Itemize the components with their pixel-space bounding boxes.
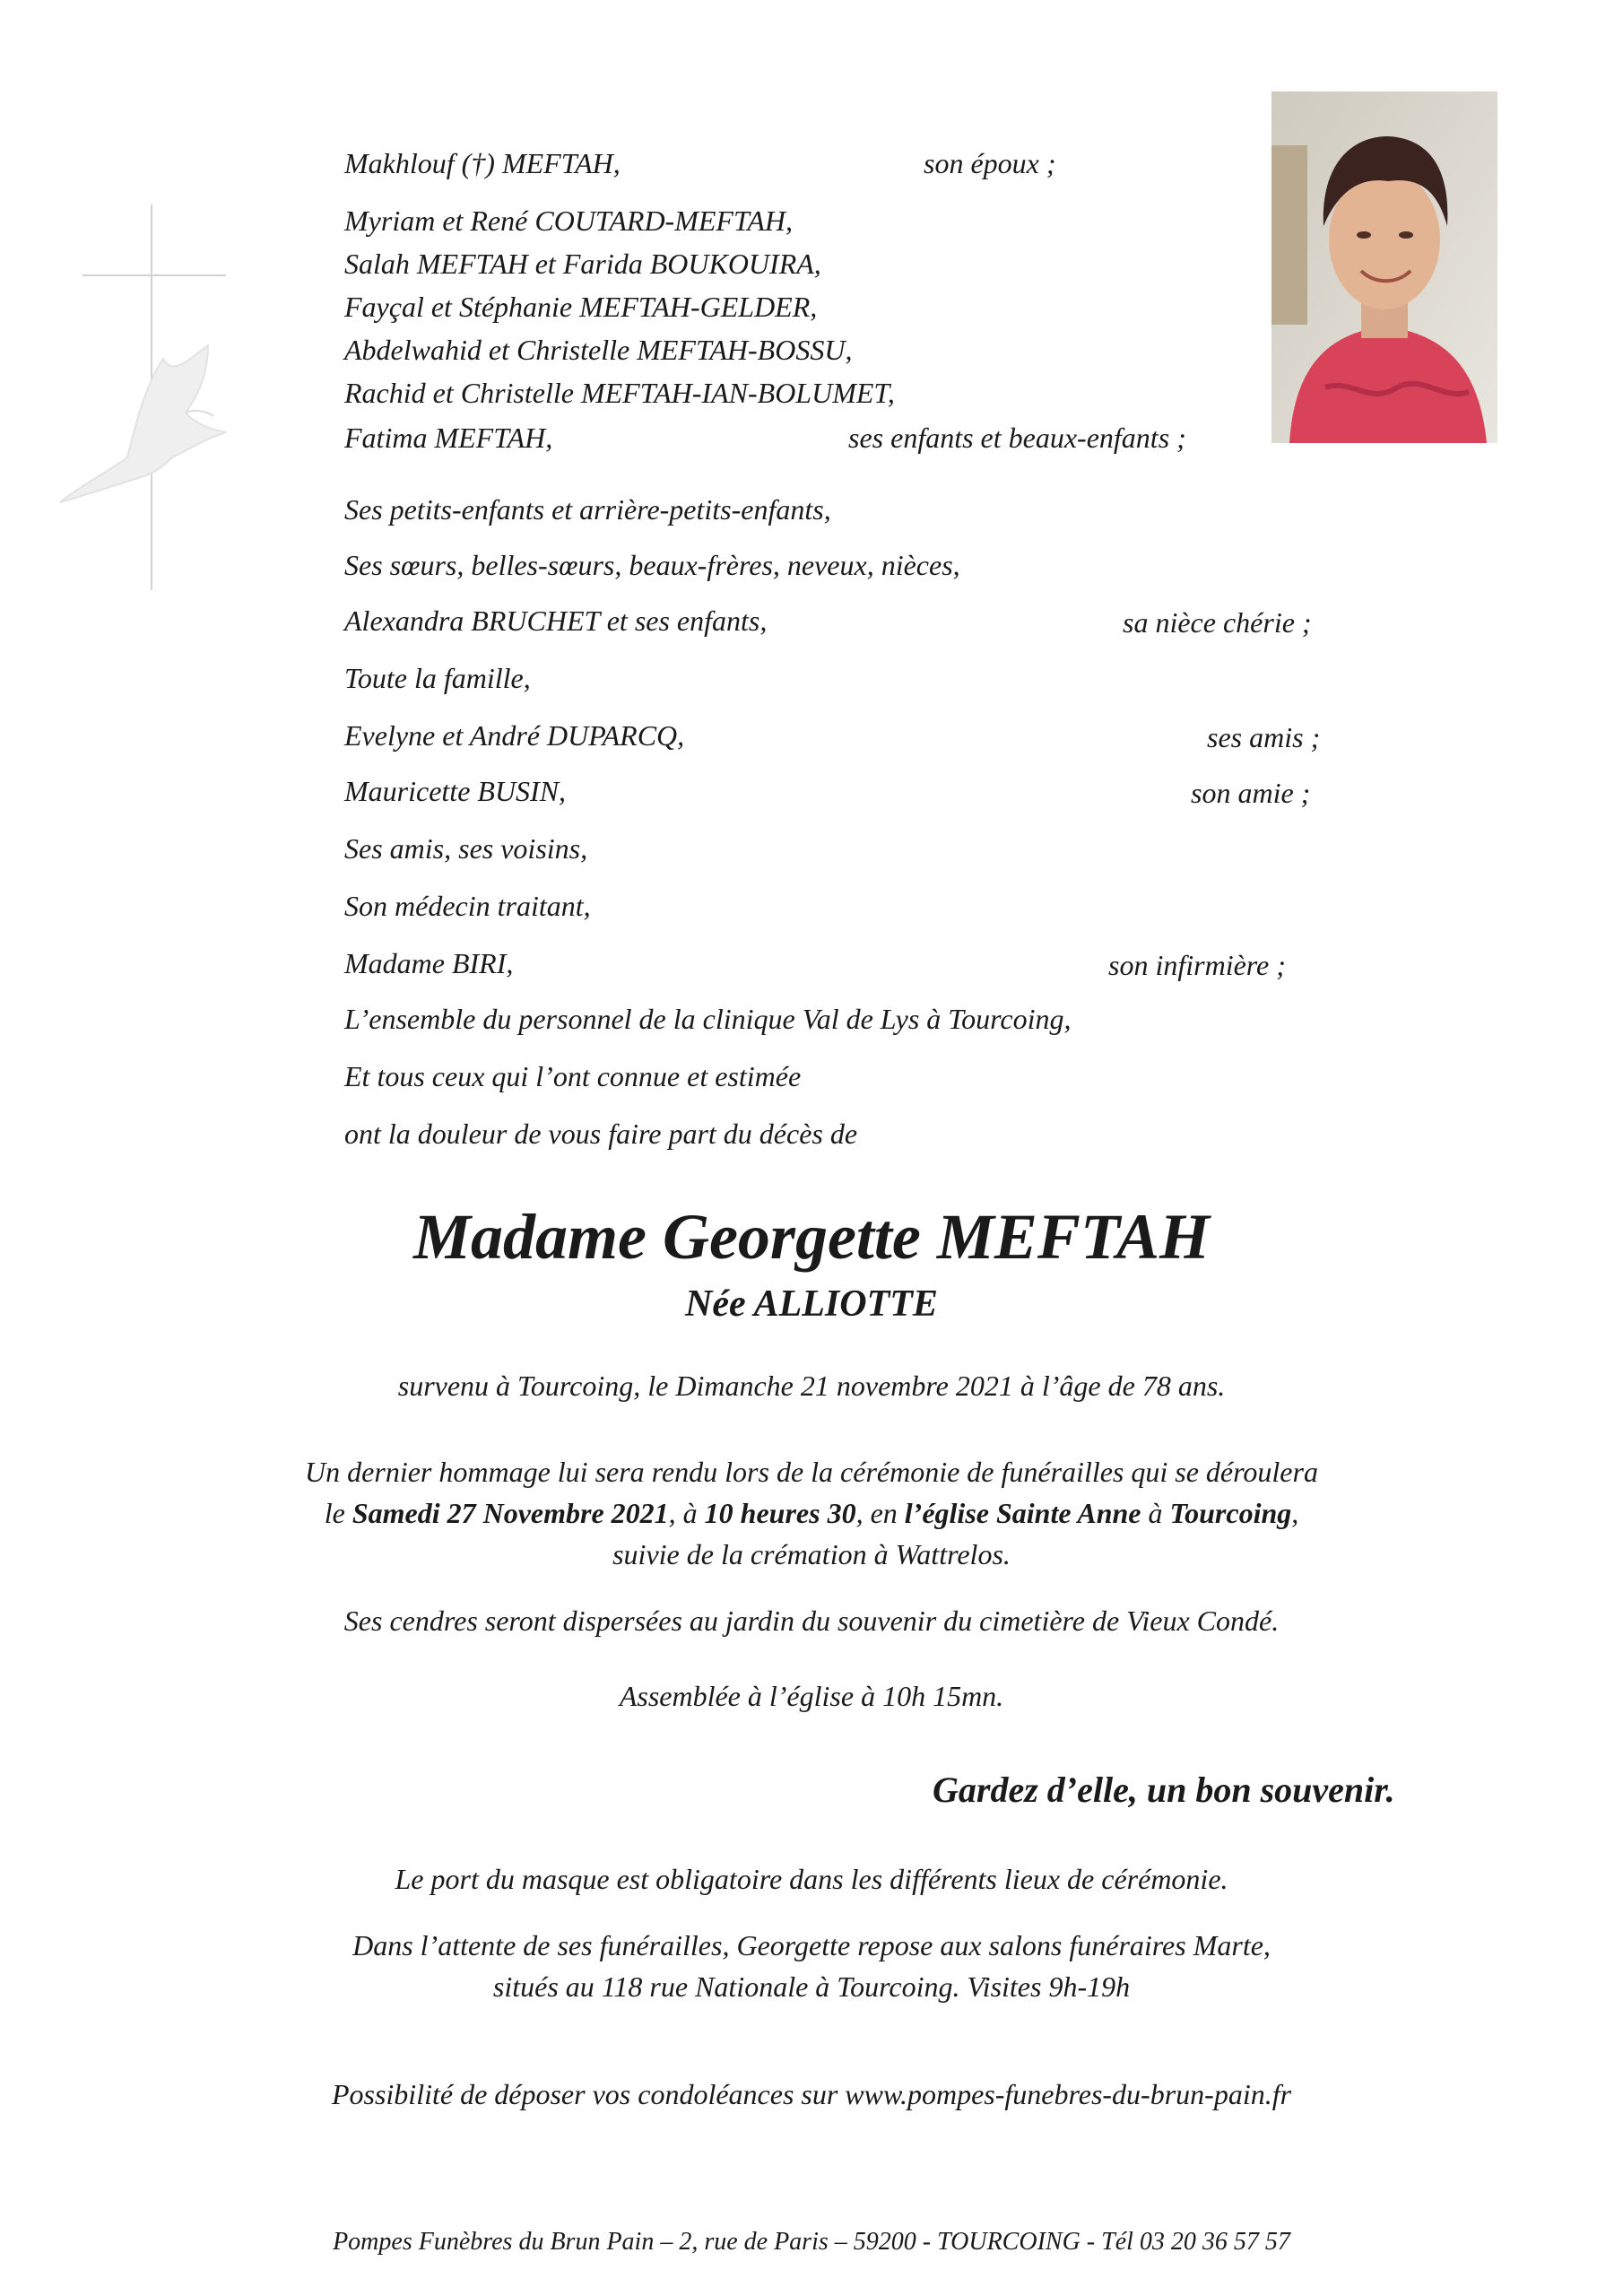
family-name-17: L’ensemble du personnel de la clinique Val de Lys à Tourcoing,	[344, 1003, 1072, 1035]
ceremony-date: Samedi 27 Novembre 2021	[352, 1497, 669, 1529]
cross-horizontal-bar	[82, 274, 226, 276]
family-name-3: Salah MEFTAH et Farida BOUKOUIRA,	[344, 248, 821, 280]
ceremony-line-1: Un dernier hommage lui sera rendu lors de la cérémonie de funérailles qui se déroulera	[305, 1456, 1318, 1488]
family-relation-7: ses enfants et beaux-enfants ;	[848, 422, 1186, 454]
family-relation-13: son amie ;	[1191, 777, 1311, 809]
family-name-18: Et tous ceux qui l’ont connue et estimée	[344, 1060, 802, 1092]
family-name-5: Abdelwahid et Christelle MEFTAH-BOSSU,	[344, 334, 853, 366]
family-name-11: Toute la famille,	[344, 662, 531, 694]
family-name-16: Madame BIRI,	[344, 947, 514, 979]
ceremony-le: le	[324, 1497, 352, 1529]
family-name-12: Evelyne et André DUPARCQ,	[344, 719, 685, 752]
family-name-6: Rachid et Christelle MEFTAH-IAN-BOLUMET,	[344, 377, 895, 409]
maiden-name: Née ALLIOTTE	[685, 1283, 938, 1325]
deceased-name: Madame Georgette MEFTAH	[413, 1201, 1210, 1273]
portrait-photo	[1271, 91, 1497, 443]
ceremony-sep-3: à	[1141, 1497, 1170, 1529]
rest-line-1: Dans l’attente de ses funérailles, Georgette repose aux salons funéraires Marte,	[352, 1929, 1271, 1961]
family-name-10: Alexandra BRUCHET et ses enfants,	[344, 604, 768, 637]
family-name-7: Fatima MEFTAH,	[344, 422, 553, 454]
ceremony-sep-2: , en	[855, 1497, 905, 1529]
farewell-text: Gardez d’elle, un bon souvenir.	[933, 1770, 1395, 1810]
family-relation-1: son époux ;	[924, 147, 1056, 179]
assembly-notice: Assemblée à l’église à 10h 15mn.	[619, 1680, 1004, 1712]
ceremony-sep-1: , à	[668, 1497, 705, 1529]
rest-line-2: situés au 118 rue Nationale à Tourcoing. Visites 9h-19h	[492, 1970, 1131, 2003]
family-name-8: Ses petits-enfants et arrière-petits-enfants,	[344, 493, 831, 526]
ceremony-time: 10 heures 30	[704, 1497, 856, 1529]
family-name-15: Son médecin traitant,	[344, 890, 591, 922]
death-notice: survenu à Tourcoing, le Dimanche 21 novembre 2021 à l’âge de 78 ans.	[397, 1370, 1226, 1402]
mask-notice: Le port du masque est obligatoire dans les différents lieux de cérémonie.	[395, 1863, 1228, 1895]
family-name-1: Makhlouf (†) MEFTAH,	[344, 147, 621, 179]
ceremony-place: l’église Sainte Anne	[904, 1497, 1141, 1529]
ceremony-line-3: suivie de la crémation à Wattrelos.	[612, 1538, 1011, 1570]
family-relation-16: son infirmière ;	[1108, 949, 1286, 981]
family-name-19: ont la douleur de vous faire part du décès de	[344, 1118, 858, 1150]
family-name-4: Fayçal et Stéphanie MEFTAH-GELDER,	[344, 291, 818, 323]
condolences-link[interactable]: Possibilité de déposer vos condoléances sur www.pompes-funebres-du-brun-pain.fr	[331, 2078, 1292, 2110]
family-relation-12: ses amis ;	[1207, 721, 1321, 753]
family-name-9: Ses sœurs, belles-sœurs, beaux-frères, neveux, nièces,	[344, 549, 960, 581]
family-name-2: Myriam et René COUTARD-MEFTAH,	[344, 204, 794, 237]
dove-icon	[56, 323, 235, 511]
footer-address: Pompes Funèbres du Brun Pain – 2, rue de Paris – 59200 - TOURCOING - Tél 03 20 36 57 57	[333, 2228, 1290, 2256]
family-relation-10: sa nièce chérie ;	[1123, 606, 1312, 639]
ashes-notice: Ses cendres seront dispersées au jardin du souvenir du cimetière de Vieux Condé.	[343, 1605, 1280, 1637]
ceremony-city: Tourcoing	[1169, 1497, 1292, 1529]
ceremony-sep-4: ,	[1291, 1497, 1299, 1529]
family-name-14: Ses amis, ses voisins,	[344, 832, 588, 865]
family-name-13: Mauricette BUSIN,	[344, 775, 567, 807]
ceremony-line-2	[0, 1492, 1623, 1534]
